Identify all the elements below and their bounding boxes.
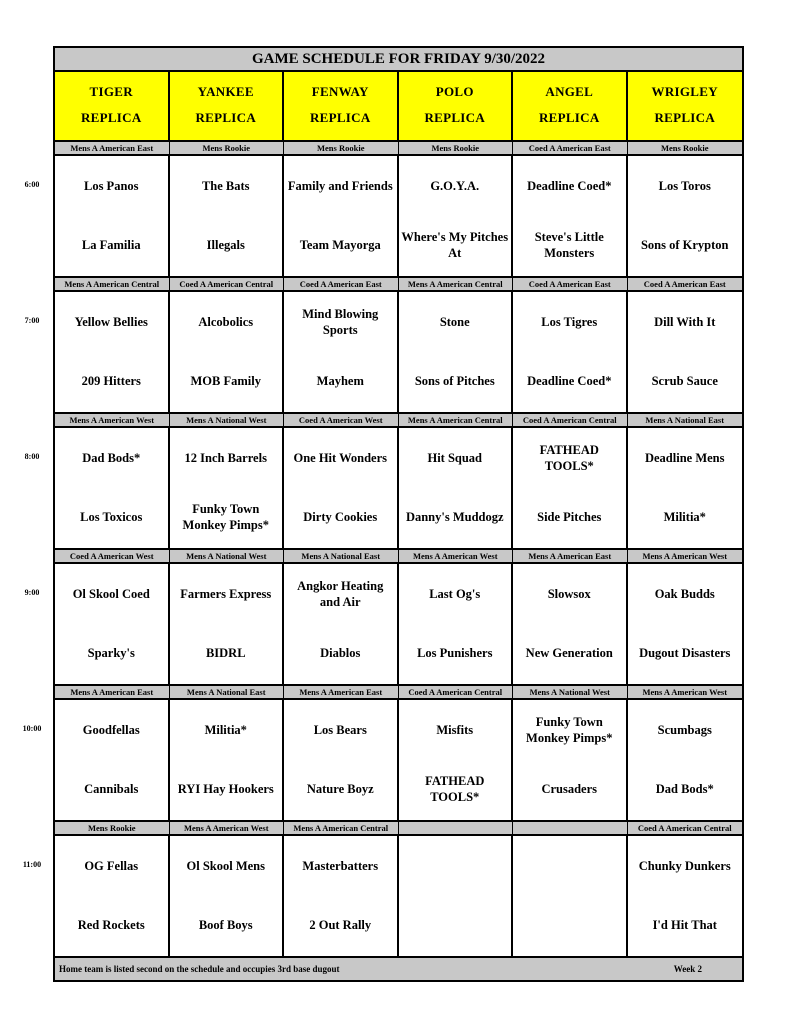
game-cell (284, 564, 399, 684)
away-team: Alcobolics (198, 315, 254, 329)
home-team: Scrub Sauce (651, 374, 718, 388)
division-row (55, 550, 742, 564)
away-team: Los Toros (658, 179, 711, 193)
away-team: Last Og's (429, 587, 481, 601)
division-label: Mens Rookie (55, 822, 170, 834)
away-team: Los Bears (313, 723, 367, 737)
field-subtitle: REPLICA (424, 110, 486, 125)
field-header-0 (55, 72, 170, 140)
division-row (55, 278, 742, 292)
game-cell (284, 836, 399, 956)
division-row (55, 822, 742, 836)
field-name: POLO (435, 84, 474, 99)
away-team: Misfits (436, 723, 474, 737)
away-team: Militia* (204, 723, 247, 737)
division-label: Mens A American Central (284, 822, 399, 834)
field-subtitle: REPLICA (538, 110, 600, 125)
game-cell (55, 428, 170, 548)
away-team: Stone (439, 315, 470, 329)
game-cell (399, 700, 514, 820)
home-team: Red Rockets (77, 918, 145, 932)
time-label: 7:00 (24, 316, 40, 325)
game-cell (399, 428, 514, 548)
field-header-3 (399, 72, 514, 140)
away-team: Los Panos (83, 179, 139, 193)
away-team: 12 Inch Barrels (184, 451, 267, 465)
game-cell (628, 564, 743, 684)
game-cell (284, 428, 399, 548)
away-team: Dill With It (654, 315, 716, 329)
game-cell (170, 428, 285, 548)
game-cell (170, 156, 285, 276)
away-team: Deadline Coed* (527, 179, 612, 193)
home-team: Steve's Little Monsters (534, 230, 604, 260)
away-team: Dad Bods* (82, 451, 141, 465)
field-name: WRIGLEY (651, 84, 718, 99)
game-cell (628, 700, 743, 820)
home-team: Side Pitches (537, 510, 602, 524)
game-row (55, 292, 742, 414)
game-cell (55, 292, 170, 412)
home-team: Team Mayorga (299, 238, 381, 252)
field-header-2 (284, 72, 399, 140)
game-cell (628, 428, 743, 548)
home-team: Where's My Pitches At (401, 230, 509, 260)
away-team: Mind Blowing Sports (302, 307, 379, 337)
field-name: YANKEE (197, 84, 254, 99)
game-cell (170, 836, 285, 956)
home-team: BIDRL (205, 646, 246, 660)
away-team: OG Fellas (84, 859, 139, 873)
division-label: Mens A American East (55, 686, 170, 698)
division-label: Coed A American Central (513, 414, 628, 426)
game-row (55, 700, 742, 822)
home-team: Mayhem (316, 374, 364, 388)
schedule-title: GAME SCHEDULE FOR FRIDAY 9/30/2022 (55, 48, 742, 72)
division-label: Mens A National East (645, 415, 725, 425)
division-label: Coed A American East (643, 279, 726, 289)
home-team: RYI Hay Hookers (177, 782, 274, 796)
game-cell (513, 564, 628, 684)
field-header-row (55, 72, 742, 142)
home-team: Crusaders (541, 782, 598, 796)
game-row (55, 156, 742, 278)
game-cell (628, 156, 743, 276)
game-row (55, 836, 742, 958)
division-label: Mens A American Central (55, 278, 170, 290)
field-subtitle: REPLICA (309, 110, 371, 125)
away-team: FATHEAD TOOLS* (539, 443, 599, 473)
game-cell (513, 700, 628, 820)
week-label: Week 2 (673, 964, 702, 974)
game-cell (170, 292, 285, 412)
footer-bar (55, 958, 742, 980)
game-cell (55, 836, 170, 956)
away-team (399, 848, 512, 884)
division-label: Mens A American East (55, 142, 170, 154)
division-label: Mens A National West (170, 550, 285, 562)
game-cell (399, 292, 514, 412)
field-name: TIGER (89, 84, 133, 99)
game-cell (170, 564, 285, 684)
division-label: Mens A American West (642, 687, 728, 697)
field-name: ANGEL (545, 84, 594, 99)
away-team: Oak Budds (654, 587, 715, 601)
division-label: Coed A American Central (170, 278, 285, 290)
away-team: Masterbatters (302, 859, 379, 873)
division-row (55, 142, 742, 156)
away-team: G.O.Y.A. (430, 179, 480, 193)
home-team: Funky Town Monkey Pimps* (182, 502, 269, 532)
game-row (55, 428, 742, 550)
division-label: Coed A American Central (637, 823, 732, 833)
game-cell (513, 156, 628, 276)
division-label: Mens Rookie (661, 143, 709, 153)
home-team-note: Home team is listed second on the schedule and occupies 3rd base dugout (59, 964, 340, 974)
away-team: Ol Skool Mens (186, 859, 265, 873)
game-cell (284, 700, 399, 820)
home-team: MOB Family (190, 374, 261, 388)
field-header-1 (170, 72, 285, 140)
home-team: Nature Boyz (306, 782, 374, 796)
time-label: 11:00 (22, 860, 42, 869)
time-slots (55, 142, 742, 958)
division-label: Mens A American East (284, 686, 399, 698)
division-label: Coed A American West (55, 550, 170, 562)
home-team: La Familia (81, 238, 141, 252)
time-label: 9:00 (24, 588, 40, 597)
game-cell (55, 156, 170, 276)
home-team (399, 907, 512, 943)
away-team: Chunky Dunkers (638, 859, 731, 873)
field-subtitle: REPLICA (80, 110, 142, 125)
game-cell (628, 292, 743, 412)
field-subtitle: REPLICA (654, 110, 716, 125)
home-team: 209 Hitters (81, 374, 141, 388)
game-cell (399, 836, 514, 956)
home-team: Diablos (320, 646, 361, 660)
home-team: Sons of Krypton (640, 238, 729, 252)
game-cell (284, 156, 399, 276)
game-cell (55, 564, 170, 684)
game-cell (628, 836, 743, 956)
home-team: 2 Out Rally (309, 918, 372, 932)
division-label: Coed A American East (513, 142, 628, 154)
game-cell (55, 700, 170, 820)
division-row (55, 686, 742, 700)
home-team: Los Toxicos (80, 510, 143, 524)
away-team: One Hit Wonders (293, 451, 388, 465)
division-label: Coed A American Central (399, 686, 514, 698)
time-label: 8:00 (24, 452, 40, 461)
away-team: Scumbags (657, 723, 712, 737)
division-label: Mens A American West (642, 551, 728, 561)
home-team: FATHEAD TOOLS* (425, 774, 485, 804)
division-label: Mens A National East (170, 686, 285, 698)
division-label: Coed A American East (513, 278, 628, 290)
division-label: Mens A American Central (399, 278, 514, 290)
field-name: FENWAY (311, 84, 369, 99)
division-label: Coed A American West (284, 414, 399, 426)
time-label: 6:00 (24, 180, 40, 189)
division-label: Mens Rookie (399, 142, 514, 154)
game-cell (170, 700, 285, 820)
away-team: Funky Town Monkey Pimps* (526, 715, 613, 745)
home-team: Dirty Cookies (303, 510, 378, 524)
game-cell (399, 564, 514, 684)
game-cell (284, 292, 399, 412)
game-row (55, 564, 742, 686)
division-label: Mens A American West (399, 550, 514, 562)
home-team (513, 907, 626, 943)
division-label: Mens A National West (513, 686, 628, 698)
home-team: Dugout Disasters (639, 646, 731, 660)
division-label: Mens A National West (170, 414, 285, 426)
away-team: Slowsox (547, 587, 591, 601)
field-header-5 (628, 72, 743, 140)
away-team: Family and Friends (287, 179, 393, 193)
home-team: Illegals (206, 238, 245, 252)
game-cell (513, 292, 628, 412)
away-team: Goodfellas (82, 723, 140, 737)
away-team: The Bats (201, 179, 250, 193)
division-label: Mens Rookie (170, 142, 285, 154)
division-label: Mens A American East (513, 550, 628, 562)
home-team: Los Punishers (417, 646, 493, 660)
away-team: Yellow Bellies (74, 315, 148, 329)
away-team: Angkor Heating and Air (297, 579, 384, 609)
field-header-4 (513, 72, 628, 140)
game-cell (513, 428, 628, 548)
game-cell (513, 836, 628, 956)
time-label: 10:00 (22, 724, 42, 733)
away-team: Farmers Express (180, 587, 272, 601)
home-team: Sparky's (87, 646, 135, 660)
away-team: Ol Skool Coed (72, 587, 150, 601)
home-team: Boof Boys (198, 918, 253, 932)
field-subtitle: REPLICA (195, 110, 257, 125)
away-team: Hit Squad (427, 451, 483, 465)
away-team: Los Tigres (541, 315, 598, 329)
away-team: Deadline Mens (644, 451, 725, 465)
home-team: Deadline Coed* (527, 374, 612, 388)
home-team: I'd Hit That (652, 918, 717, 932)
home-team: Dad Bods* (655, 782, 714, 796)
home-team: Militia* (663, 510, 706, 524)
division-label: Mens A American Central (399, 414, 514, 426)
division-label (513, 822, 628, 834)
division-label: Mens A American West (55, 414, 170, 426)
division-row (55, 414, 742, 428)
division-label: Coed A American East (284, 278, 399, 290)
schedule-table (53, 46, 744, 982)
division-label: Mens A American West (170, 822, 285, 834)
home-team: Danny's Muddogz (405, 510, 504, 524)
division-label: Mens A National East (284, 550, 399, 562)
division-label: Mens Rookie (284, 142, 399, 154)
home-team: Cannibals (84, 782, 139, 796)
game-cell (399, 156, 514, 276)
division-label (399, 822, 514, 834)
away-team (513, 848, 626, 884)
home-team: New Generation (525, 646, 613, 660)
home-team: Sons of Pitches (414, 374, 495, 388)
